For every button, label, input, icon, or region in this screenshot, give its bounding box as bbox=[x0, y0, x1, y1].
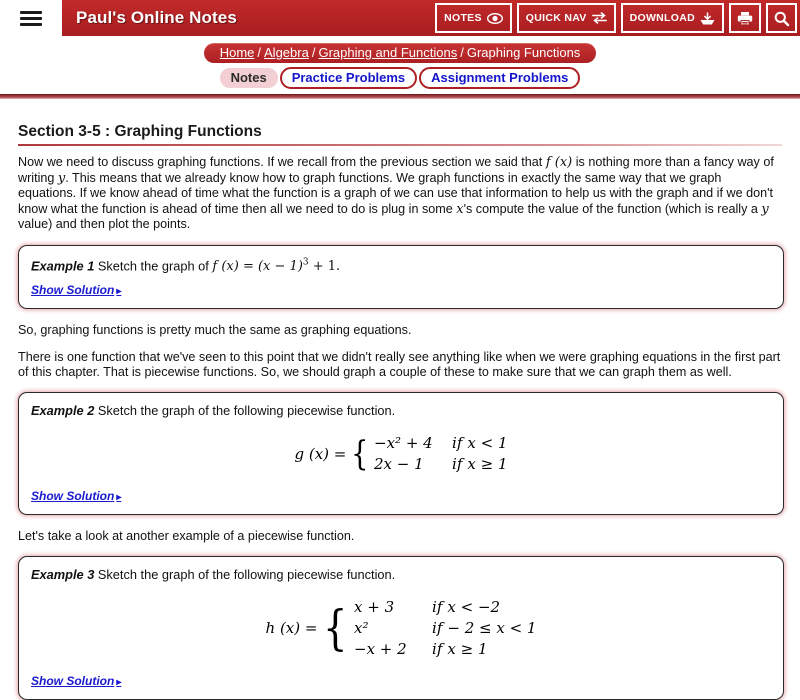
example-2-piece-condition: if x ≥ 1 bbox=[452, 455, 508, 474]
print-button[interactable] bbox=[729, 3, 761, 33]
example-box-3 bbox=[18, 556, 784, 700]
example-3-piece-condition: if x ≥ 1 bbox=[432, 639, 488, 658]
paragraph-after-example-2: Let's take a look at another example of a piecewise function. bbox=[18, 529, 355, 544]
title-underline bbox=[18, 144, 782, 146]
printer-icon bbox=[737, 11, 753, 26]
intro-text-4: 's compute the value of the function (which is really a bbox=[463, 201, 762, 216]
example-2-formula bbox=[31, 433, 771, 475]
notes-button[interactable] bbox=[435, 3, 512, 33]
example-2-heading bbox=[31, 402, 771, 419]
example-2-piece-value: −x² + 4 bbox=[374, 434, 433, 453]
example-1-heading bbox=[31, 255, 771, 275]
breadcrumb-item-graphing-and-functions[interactable]: Graphing and Functions bbox=[318, 45, 458, 60]
tab-notes[interactable]: Notes bbox=[220, 68, 278, 88]
eye-icon bbox=[487, 13, 503, 24]
example-3-heading bbox=[31, 566, 771, 583]
quick-nav-button[interactable] bbox=[517, 3, 616, 33]
tab-assignment-problems[interactable]: Assignment Problems bbox=[419, 67, 580, 89]
example-box-2 bbox=[18, 392, 784, 515]
breadcrumb-row bbox=[0, 36, 800, 63]
caret-right-icon: ▸ bbox=[116, 286, 122, 298]
top-header-bar bbox=[0, 0, 800, 36]
search-button[interactable] bbox=[766, 3, 797, 33]
download-icon bbox=[700, 12, 715, 25]
example-3-prompt: Sketch the graph of the following piecewise function. bbox=[94, 566, 396, 582]
example-2-piece-row bbox=[374, 454, 507, 475]
caret-right-icon: ▸ bbox=[116, 492, 122, 504]
example-3-piece-condition: if − 2 ≤ x < 1 bbox=[432, 618, 537, 637]
caret-right-icon: ▸ bbox=[116, 676, 122, 688]
example-box-1 bbox=[18, 245, 784, 309]
example-3-piece-row bbox=[354, 639, 536, 660]
example-3-label: Example 3 bbox=[31, 566, 95, 582]
example-3-piece-value: −x + 2 bbox=[354, 639, 407, 658]
breadcrumb bbox=[204, 43, 597, 63]
example-3-piece-condition: if x < −2 bbox=[432, 597, 501, 616]
inline-math-y2: y bbox=[761, 201, 769, 217]
example-1-label: Example 1 bbox=[31, 258, 95, 274]
example-2-prompt: Sketch the graph of the following piecewise function. bbox=[94, 403, 396, 419]
show-solution-label-1: Show Solution bbox=[31, 283, 115, 298]
search-icon bbox=[774, 11, 789, 26]
example-3-formula bbox=[31, 597, 771, 660]
download-button-label: DOWNLOAD bbox=[629, 11, 695, 24]
inline-math-y: y bbox=[57, 170, 66, 186]
brand-bar bbox=[62, 0, 800, 36]
example-3-piece-row bbox=[354, 597, 536, 618]
example-3-function-name: h (x) = bbox=[265, 619, 318, 638]
intro-text-1: Now we need to discuss graphing functions. If we recall from the previous section we said that bbox=[18, 155, 546, 169]
show-solution-link-3[interactable] bbox=[31, 674, 121, 688]
download-button[interactable] bbox=[621, 3, 724, 33]
example-3-piece-value: x + 3 bbox=[354, 597, 395, 616]
intro-paragraph bbox=[18, 155, 782, 233]
site-title: Paul's Online Notes bbox=[76, 8, 237, 27]
show-solution-label-3: Show Solution bbox=[31, 673, 115, 688]
notes-button-label: NOTES bbox=[444, 11, 482, 24]
example-1-formula: f $(x) = (x - 1)^3 + 1$. bbox=[212, 257, 341, 275]
swap-arrows-icon bbox=[592, 12, 607, 24]
top-nav-buttons bbox=[435, 3, 797, 33]
left-brace-icon: { bbox=[351, 434, 369, 475]
breadcrumb-separator: / bbox=[257, 45, 262, 60]
hamburger-menu-button[interactable] bbox=[0, 0, 62, 36]
example-1-prompt: Sketch the graph of bbox=[94, 258, 213, 274]
example-2-function-name: g (x) = bbox=[294, 445, 347, 464]
paragraph-after-example-1: So, graphing functions is pretty much the same as graphing equations. bbox=[18, 323, 412, 338]
example-2-piece-condition: if x < 1 bbox=[452, 434, 508, 453]
main-content bbox=[0, 123, 800, 700]
section-tabs bbox=[0, 63, 800, 94]
intro-text-2: is nothing more than a fancy way of writing bbox=[18, 155, 774, 185]
example-3-piece-value: x² bbox=[354, 618, 369, 637]
breadcrumb-item-home[interactable]: Home bbox=[219, 45, 255, 60]
example-3-piece-row bbox=[354, 618, 536, 639]
tab-practice-problems[interactable]: Practice Problems bbox=[280, 67, 417, 89]
left-brace-icon: { bbox=[323, 600, 348, 657]
inline-math-fx: f (x) bbox=[545, 155, 573, 170]
breadcrumb-separator: / bbox=[460, 45, 464, 60]
quick-nav-button-label: QUICK NAV bbox=[525, 11, 587, 24]
page-title: Section 3-5 : Graphing Functions bbox=[18, 123, 262, 140]
hamburger-icon bbox=[20, 8, 42, 29]
example-2-piece-row bbox=[374, 433, 507, 454]
inline-math-x: x bbox=[456, 201, 464, 217]
intro-text-3: . This means that we already know how to graph functions. We graph functions in exactly the same way that we graph equations. If we know ahead of time what the function is a graph of we can use that information to help us with the graph and if we don't know what the function is ahead of time then all we need to do is plug in some bbox=[18, 170, 773, 216]
paragraph-piecewise-intro: There is one function that we've seen to this point that we didn't really see anything like when we were graphing equations in the first part of this chapter. That is piecewise functions. So, we should graph a couple of these to make sure that we can graph them as well. bbox=[18, 349, 781, 380]
breadcrumb-item-current: Graphing Functions bbox=[466, 45, 581, 60]
breadcrumb-separator: / bbox=[311, 45, 316, 60]
show-solution-link-2[interactable] bbox=[31, 489, 121, 503]
show-solution-label-2: Show Solution bbox=[31, 489, 115, 504]
example-2-label: Example 2 bbox=[31, 403, 95, 419]
example-2-piece-value: 2x − 1 bbox=[374, 455, 424, 474]
intro-text-5: value) and then plot the points. bbox=[18, 217, 191, 232]
breadcrumb-item-algebra[interactable]: Algebra bbox=[264, 45, 309, 60]
header-divider-rule bbox=[0, 94, 800, 99]
show-solution-link-1[interactable] bbox=[31, 283, 121, 297]
